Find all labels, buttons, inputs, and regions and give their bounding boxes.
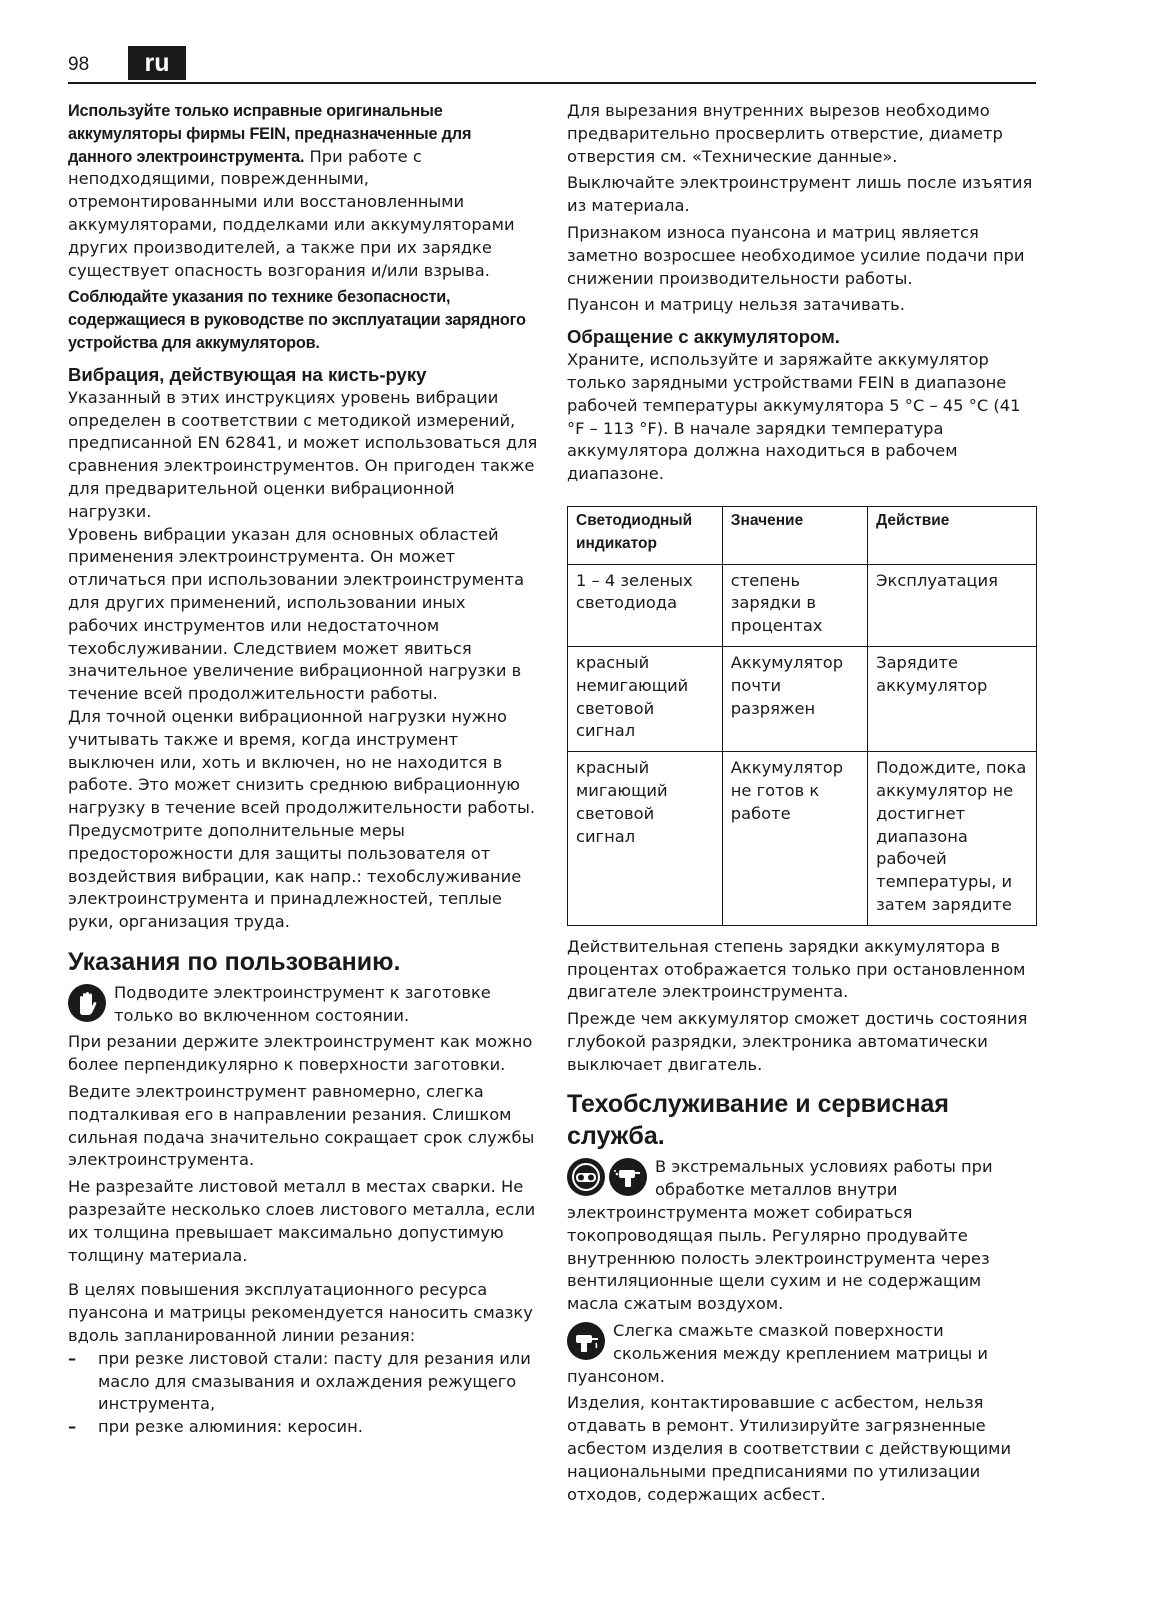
vibration-paragraph-4: Предусмотрите дополнительные меры предосторожности для защиты пользователя от воздействия вибрации, как напр.: техобслуживание электроинструмента и принадлежностей, теплые руки, организация труда. <box>68 820 522 932</box>
lubrication-list <box>68 1348 538 1439</box>
table-cell: Аккумулятор не готов к работе <box>722 752 867 926</box>
glove-icon <box>68 984 106 1022</box>
battery-paragraph-1: Храните, используйте и заряжайте аккумулятор только зарядными устройствами FEIN в диапазоне рабочей температуры аккумулятора 5 °C – 45 °C (41 °F – 113 °F). В начале зарядки температура аккумулятора должна находиться в рабочем диапазоне. <box>567 350 1021 484</box>
wear-paragraph: Признаком износа пуансона и матриц является заметно возросшее необходимое усилие подачи при снижении производительности работы. <box>567 222 1025 288</box>
led-indicator-table <box>567 506 1037 926</box>
table-row <box>568 646 1037 751</box>
battery-warning-text: При работе с неподходящими, поврежденными, отремонтированными или восстановленными аккумуляторами, подделками или аккумуляторами других производителей, а также при их зарядке существует опасность возгорания и/или взрыва. <box>68 146 515 280</box>
usage-paragraph-2: При резании держите электроинструмент как можно более перпендикулярно к поверхности заготовки. <box>68 1032 533 1075</box>
header-rule <box>68 82 1036 84</box>
battery-warning-paragraph <box>68 100 538 282</box>
usage-paragraph-5: В целях повышения эксплуатационного ресурса пуансона и матрицы рекомендуется наносить смазку вдоль запланированной линии резания: <box>68 1280 533 1346</box>
table-cell: Аккумулятор почти разряжен <box>722 646 867 751</box>
vibration-paragraph-3: Для точной оценки вибрационной нагрузки нужно учитывать также и время, когда инструмент выключен или, хоть и включен, но не находится в работе. Это может снизить среднюю вибрационную нагрузку в течение всей продолжительности работы. <box>68 706 536 818</box>
service-icon-paragraph-1 <box>567 1156 1037 1320</box>
table-header-row <box>568 506 1037 564</box>
table-cell: красный немигающий световой сигнал <box>568 646 723 751</box>
vibration-heading: Вибрация, действующая на кисть-руку <box>68 363 427 385</box>
grease-icon <box>567 1322 605 1360</box>
no-sharpening-paragraph: Пуансон и матрицу нельзя затачивать. <box>567 295 905 315</box>
cutout-paragraph: Для вырезания внутренних вырезов необходимо предварительно просверлить отверстие, диаметр отверстия см. «Технические данные». <box>567 101 1003 166</box>
service-paragraph-2: Слегка смажьте смазкой поверхности скольжения между креплением матрицы и пуансоном. <box>567 1321 988 1386</box>
table-cell: Подождите, пока аккумулятор не достигнет диапазона рабочей температуры, и затем зарядите <box>868 752 1037 926</box>
safety-goggles-icon <box>567 1158 605 1196</box>
left-column <box>68 100 538 1439</box>
battery-paragraph-3: Прежде чем аккумулятор сможет достичь состояния глубокой разрядки, электроника автоматически выключает двигатель. <box>567 1009 1028 1074</box>
table-cell: Зарядите аккумулятор <box>868 646 1037 751</box>
service-paragraph-3: Изделия, контактировавшие с асбестом, нельзя отдавать в ремонт. Утилизируйте загрязненные асбестом изделия в соответствии с действующими национальными предписаниями по утилизации отходов, содержащих асбест. <box>567 1393 1012 1504</box>
switch-off-paragraph: Выключайте электроинструмент лишь после изъятия из материала. <box>567 173 1033 216</box>
air-blower-icon <box>609 1158 647 1196</box>
list-item: – при резке алюминия: керосин. <box>68 1416 538 1439</box>
battery-paragraph-2: Действительная степень зарядки аккумулятора в процентах отображается только при остановленном двигателе электроинструмента. <box>567 936 1026 1002</box>
charger-safety-note: Соблюдайте указания по технике безопасности, содержащиеся в руководстве по эксплуатации зарядного устройства для аккумуляторов. <box>68 288 526 352</box>
service-icon-paragraph-2 <box>567 1320 1037 1392</box>
usage-icon-paragraph <box>68 982 538 1032</box>
table-header-cell: Светодиодный индикатор <box>568 506 723 564</box>
vibration-paragraph-2: Уровень вибрации указан для основных областей применения электроинструмента. Он может отличаться при использовании электроинструмента для других применений, использовании иных рабочих инструментов или недостаточном техобслуживании. Следствием может явиться значительное увеличение вибрационной нагрузки в течение всей продолжительности работы. <box>68 524 525 704</box>
page-number: 98 <box>68 54 90 75</box>
table-cell: Эксплуатация <box>868 564 1037 646</box>
table-cell: красный мигающий световой сигнал <box>568 752 723 926</box>
usage-paragraph-4: Не разрезайте листовой металл в местах сварки. Не разрезайте несколько слоев листового металла, если их толщина превышает максимально допустимую толщину материала. <box>68 1177 536 1265</box>
vibration-paragraph-1: Указанный в этих инструкциях уровень вибрации определен в соответствии с методикой измерений, предписанной EN 62841, и может использоваться для сравнения электроинструментов. Он пригоден также для предварительной оценки вибрационной нагрузки. <box>68 387 538 521</box>
language-badge: ru <box>128 46 186 80</box>
battery-heading: Обращение с аккумулятором. <box>567 326 840 348</box>
table-cell: степень зарядки в процентах <box>722 564 867 646</box>
usage-paragraph-1: Подводите электроинструмент к заготовке только во включенном состоянии. <box>114 982 491 1025</box>
service-paragraph-1: В экстремальных условиях работы при обработке металлов внутри электроинструмента может собираться токопроводящая пыль. Регулярно продувайте внутреннюю полость электроинструмента через вентиляционные щели сухим и не содержащим масла сжатым воздухом. <box>567 1157 993 1314</box>
list-item: – при резке листовой стали: пасту для резания или масло для смазывания и охлаждения режущего инструмента, <box>68 1348 538 1416</box>
usage-paragraph-3: Ведите электроинструмент равномерно, слегка подталкивая его в направлении резания. Слишком сильная подача значительно сокращает срок службы электроинструмента. <box>68 1082 535 1170</box>
battery-warning-bold: Используйте только исправные оригинальные аккумуляторы фирмы FEIN, предназначенные для данного электроинструмента. <box>68 102 472 166</box>
right-column <box>567 100 1037 1510</box>
service-heading: Техобслуживание и сервисная служба. <box>567 1090 949 1151</box>
table-header-cell: Значение <box>722 506 867 564</box>
table-row <box>568 564 1037 646</box>
table-row <box>568 752 1037 926</box>
table-header-cell: Действие <box>868 506 1037 564</box>
table-cell: 1 – 4 зеленых светодиода <box>568 564 723 646</box>
usage-heading: Указания по пользованию. <box>68 947 401 976</box>
